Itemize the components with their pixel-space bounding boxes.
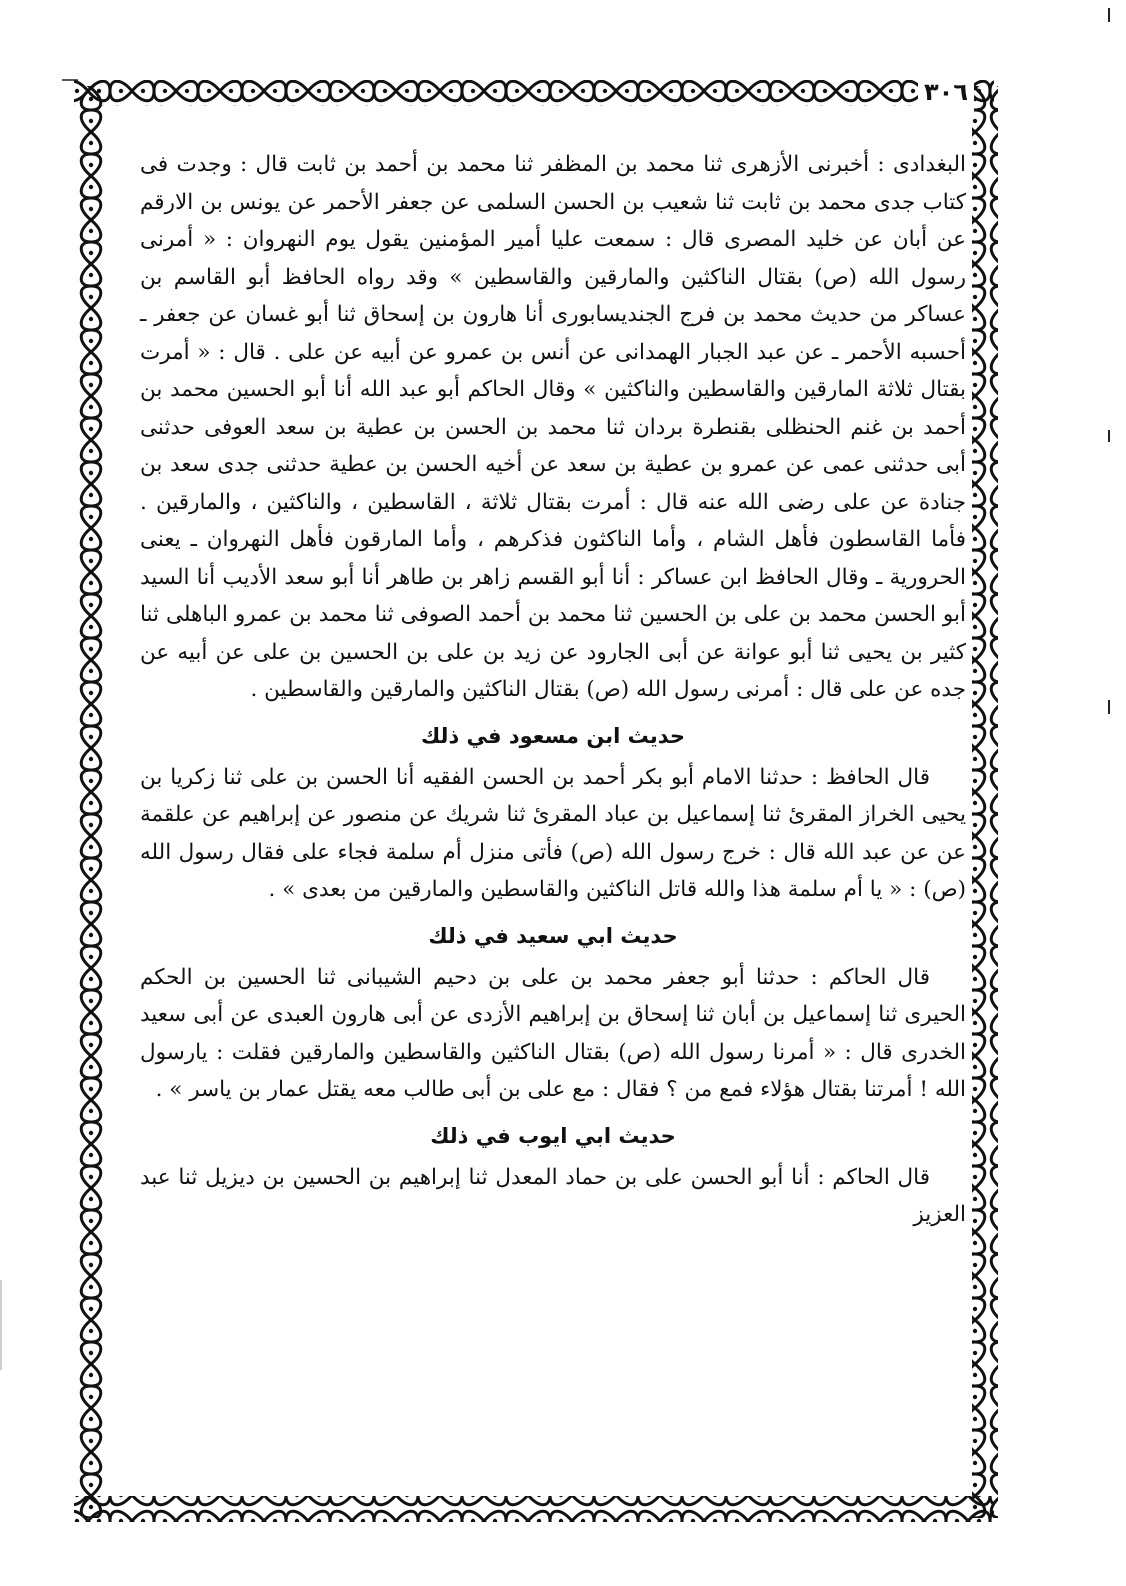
section-heading: حديث ابي ايوب في ذلك bbox=[430, 1123, 676, 1148]
margin-mark bbox=[1108, 700, 1110, 714]
margin-mark bbox=[1108, 8, 1110, 22]
body-paragraph: قال الحافظ : حدثنا الامام أبو بكر أحمد بن الحسن الفقيه أنا الحسن بن على ثنا زكريا بن يحيى الخراز المقرئ ثنا إسماعيل بن عباد المقرئ ثنا شريك عن منصور عن إبراهيم عن علقمة عن عن عبد الله قال : خرج رسول الله (ص) فأتى منزل أم سلمة فجاء على فقال رسول الله (ص) : « يا أم سلمة هذا والله قاتل الناكثين والقاسطين والمارقين من بعدى » . bbox=[140, 764, 966, 902]
body-paragraph: قال الحاكم : أنا أبو الحسن على بن حماد المعدل ثنا إبراهيم بن الحسين بن ديزيل ثنا عبد العزيز bbox=[140, 1164, 966, 1227]
scan-edge-mark bbox=[0, 1280, 2, 1370]
margin-mark bbox=[1108, 430, 1110, 442]
body-paragraph: قال الحاكم : حدثنا أبو جعفر محمد بن على بن دحيم الشيبانى ثنا الحسين بن الحكم الحيرى ثنا إسماعيل بن أبان ثنا إسحاق بن إبراهيم الأزدى عن أبى هارون العبدى عن أبى سعيد الخدرى قال : « أمرنا رسول الله (ص) بقتال الناكثين والقاسطين والمارقين فقلت : يارسول الله ! أمرتنا بقتال هؤلاء فمع من ؟ فقال : مع على بن أبى طالب معه يقتل عمار بن ياسر » . bbox=[140, 964, 966, 1102]
page-number: ٣٠٦ bbox=[918, 72, 974, 112]
body-paragraph: البغدادى : أخبرنى الأزهرى ثنا محمد بن المظفر ثنا محمد بن أحمد بن ثابت قال : وجدت فى كتاب جدى محمد بن ثابت ثنا شعيب بن الحسن السلمى عن جعفر الأحمر عن يونس بن الارقم عن أبان عن خليد المصرى قال : سمعت عليا أمير المؤمنين يقول يوم النهروان : « أمرنى رسول الله (ص) بقتال الناكثين والمارقين والقاسطين » وقد رواه الحافظ أبو القاسم بن عساكر من حديث محمد بن فرج الجنديسابورى أنا هارون بن إسحاق ثنا أبو غسان عن جعفر ـ أحسبه الأحمر ـ عن عبد الجبار الهمدانى عن أنس بن عمرو عن أبيه عن على . قال : « أمرت بقتال ثلاثة المارقين والقاسطين والناكثين » وقال الحاكم أبو عبد الله أنا أبو الحسين محمد بن أحمد بن غنم الحنظلى بقنطرة بردان ثنا محمد بن الحسن بن عطية بن سعد العوفى حدثنى أبى حدثنى عمى عن عمرو بن عطية بن سعد عن أخيه الحسن بن عطية حدثنى جدى سعد بن جنادة عن على رضى الله عنه قال : أمرت بقتال ثلاثة ، القاسطين ، والناكثين ، والمارقين . فأما القاسطون فأهل الشام ، وأما الناكثون فذكرهم ، وأما المارقون فأهل النهروان ـ يعنى الحرورية ـ وقال الحافظ ابن عساكر : أنا أبو القسم زاهر بن طاهر أنا أبو سعد الأديب أنا السيد أبو الحسن محمد بن على بن الحسين ثنا محمد بن أحمد الصوفى ثنا محمد بن عمرو الباهلى ثنا كثير بن يحيى ثنا أبو عوانة عن أبى الجارود عن زيد بن على بن الحسين بن على عن أبيه عن جده عن على قال : أمرنى رسول الله (ص) بقتال الناكثين والمارقين والقاسطين . bbox=[140, 152, 966, 702]
page-body bbox=[140, 146, 966, 1234]
section-heading: حديث ابي سعيد في ذلك bbox=[428, 923, 678, 948]
section-heading: حديث ابن مسعود في ذلك bbox=[421, 723, 685, 748]
